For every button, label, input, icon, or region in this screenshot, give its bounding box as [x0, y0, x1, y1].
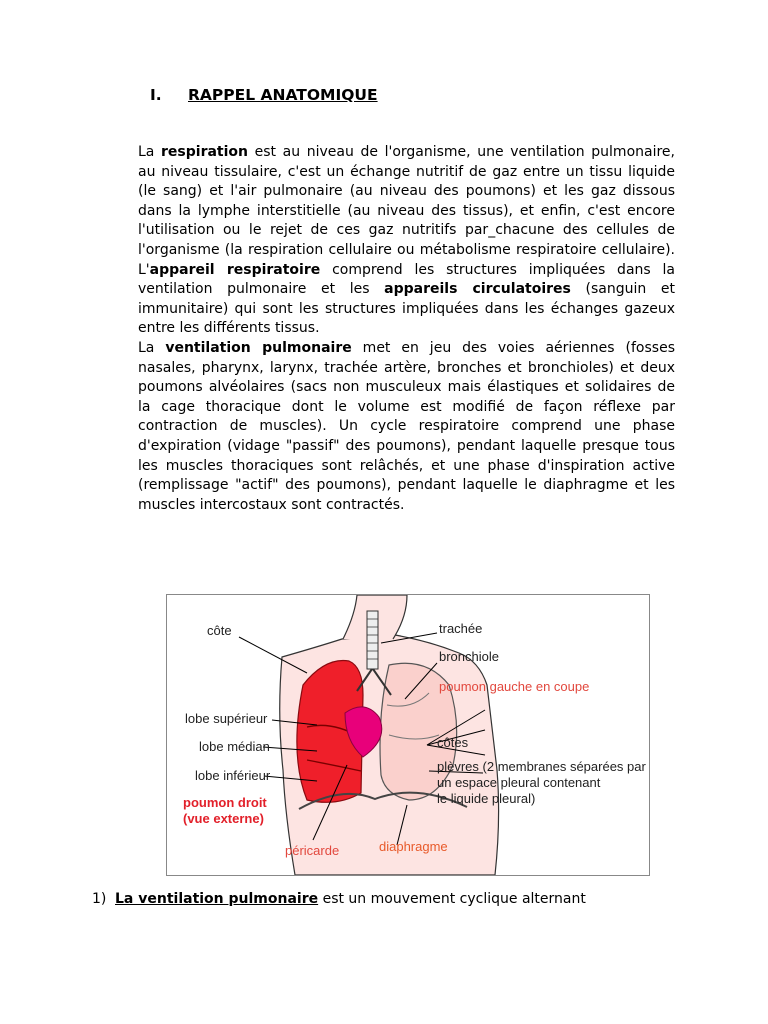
item-title: La ventilation pulmonaire — [115, 891, 319, 907]
text-run: est au niveau de l'organisme, une ventilation pulmonaire, au niveau tissulaire, c'est un échange nutritif de gaz entre un tissu liquide (le sang) et l'air pulmonaire (au niveau des poumons) et les gaz dissous dans la lymphe interstitielle (au niveau des tissus), et enfin, c'est encore l'utilisation ou le rejet de ces gaz nutritifs par_chacune des cellules de l'organisme (la respiration cellulaire ou métabolisme respiratoire cellulaire). L' — [138, 144, 675, 278]
item-number: 1) — [92, 891, 107, 907]
numbered-item — [92, 891, 586, 907]
label-plevres-3: le liquide pleural) — [437, 791, 536, 806]
text-run: (sanguin et immunitaire) qui sont les structures impliquées dans les échanges gazeux entre les différents tissus. — [138, 281, 675, 337]
label-vue-externe: (vue externe) — [183, 811, 264, 826]
text-run: comprend les structures impliquées dans la ventilation pulmonaire et les — [138, 261, 675, 298]
anatomy-figure — [166, 594, 650, 876]
label-cotes: côtes — [437, 735, 469, 750]
term-appareil-respiratoire: appareil respiratoire — [149, 261, 321, 278]
paragraph-ventilation — [138, 339, 675, 515]
label-lobe-median: lobe médian — [199, 739, 270, 754]
label-poumon-gauche: poumon gauche en coupe — [439, 679, 590, 694]
text-run: La — [138, 144, 162, 160]
label-cote: côte — [207, 623, 232, 638]
text-run: La — [138, 339, 166, 356]
thorax-diagram — [167, 595, 649, 875]
term-respiration: respiration — [161, 144, 248, 160]
trachea — [367, 611, 378, 669]
paragraph-respiration — [138, 143, 675, 339]
label-lobe-inferieur: lobe inférieur — [195, 768, 271, 783]
label-plevres-1: plèvres (2 membranes séparées par — [437, 759, 646, 774]
label-bronchiole: bronchiole — [439, 649, 499, 664]
label-diaphragme: diaphragme — [379, 839, 448, 854]
body-text — [138, 143, 675, 515]
text-run: met en jeu des voies aériennes (fosses nasales, pharynx, larynx, trachée artère, bronches et bronchioles) et deux poumons alvéolaires (sacs non musculeux mais élastiques et solidaires de la cage thoracique dont le volume est modifié de façon réflexe par contraction de muscles). Un cycle respiratoire comprend une phase d'expiration (vidage "passif" des poumons), pendant laquelle presque tous les muscles thoraciques sont relâchés, et une phase d'inspiration active (remplissage "actif" des poumons), pendant laquelle le diaphragme et les muscles intercostaux sont contractés. — [138, 339, 675, 513]
section-number: I. — [150, 86, 162, 104]
section-heading — [150, 86, 378, 104]
term-ventilation-pulmonaire: ventilation pulmonaire — [165, 339, 352, 356]
label-plevres-2: un espace pleural contenant — [437, 775, 601, 790]
item-text: est un mouvement cyclique alternant — [318, 891, 586, 907]
label-trachee: trachée — [439, 621, 483, 636]
section-title: RAPPEL ANATOMIQUE — [188, 86, 378, 104]
label-poumon-droit: poumon droit — [183, 795, 267, 810]
label-pericarde: péricarde — [285, 843, 340, 858]
term-appareils-circulatoires: appareils circulatoires — [384, 281, 571, 298]
label-lobe-superieur: lobe supérieur — [185, 711, 268, 726]
